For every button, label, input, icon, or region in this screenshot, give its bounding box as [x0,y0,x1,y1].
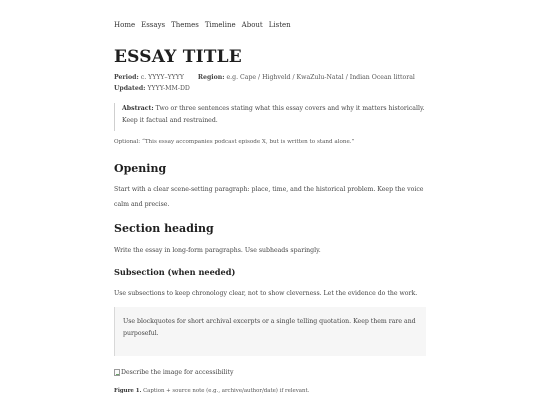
caption-label: Figure 1. [114,388,142,394]
section-paragraph: Write the essay in long-form paragraphs. Use subheads sparingly. [114,247,321,254]
nav-listen[interactable]: Listen [268,21,291,29]
abstract-text: Two or three sentences stating what this essay covers and why it matters historically. Keep it factual and restrained. [122,105,425,124]
updated-label: Updated: [114,85,146,92]
nav-timeline[interactable]: Timeline [204,21,236,29]
nav-about[interactable]: About [241,21,263,29]
abstract-label: Abstract: [122,105,154,112]
broken-image-icon [114,369,120,376]
nav-essays[interactable]: Essays [141,21,166,29]
heading-subsection: Subsection (when needed) [114,267,236,277]
period-label: Period: [114,74,139,81]
opening-paragraph: Start with a clear scene-setting paragraph: place, time, and the historical problem. Keep the voice calm and precise. [114,186,424,208]
top-nav [114,21,291,29]
page-title: ESSAY TITLE [114,47,242,67]
figure-caption [114,388,309,394]
blockquote [114,307,426,356]
optional-note: Optional: “This essay accompanies podcast episode X, but is written to stand alone.” [114,139,355,145]
nav-themes[interactable]: Themes [171,21,199,29]
subsection-paragraph: Use subsections to keep chronology clear, not to show cleverness. Let the evidence do the work. [114,290,418,297]
heading-section: Section heading [114,222,214,235]
blockquote-text: Use blockquotes for short archival excerpts or a single telling quotation. Keep them rare and purposeful. [123,318,416,337]
nav-home[interactable]: Home [114,21,136,29]
meta-updated [114,85,190,92]
abstract-block [114,103,426,131]
region-value: e.g. Cape / Highveld / KwaZulu-Natal / Indian Ocean littoral [226,74,415,81]
updated-value: YYYY-MM-DD [147,85,190,92]
region-label: Region: [197,74,225,81]
caption-text: Caption + source note (e.g., archive/author/date) if relevant. [143,388,310,394]
heading-opening: Opening [114,162,167,175]
figure-image [114,369,233,376]
figure-alt-text: Describe the image for accessibility [121,369,234,376]
meta-period-region [114,74,415,81]
period-value: c. YYYY–YYYY [140,74,184,81]
